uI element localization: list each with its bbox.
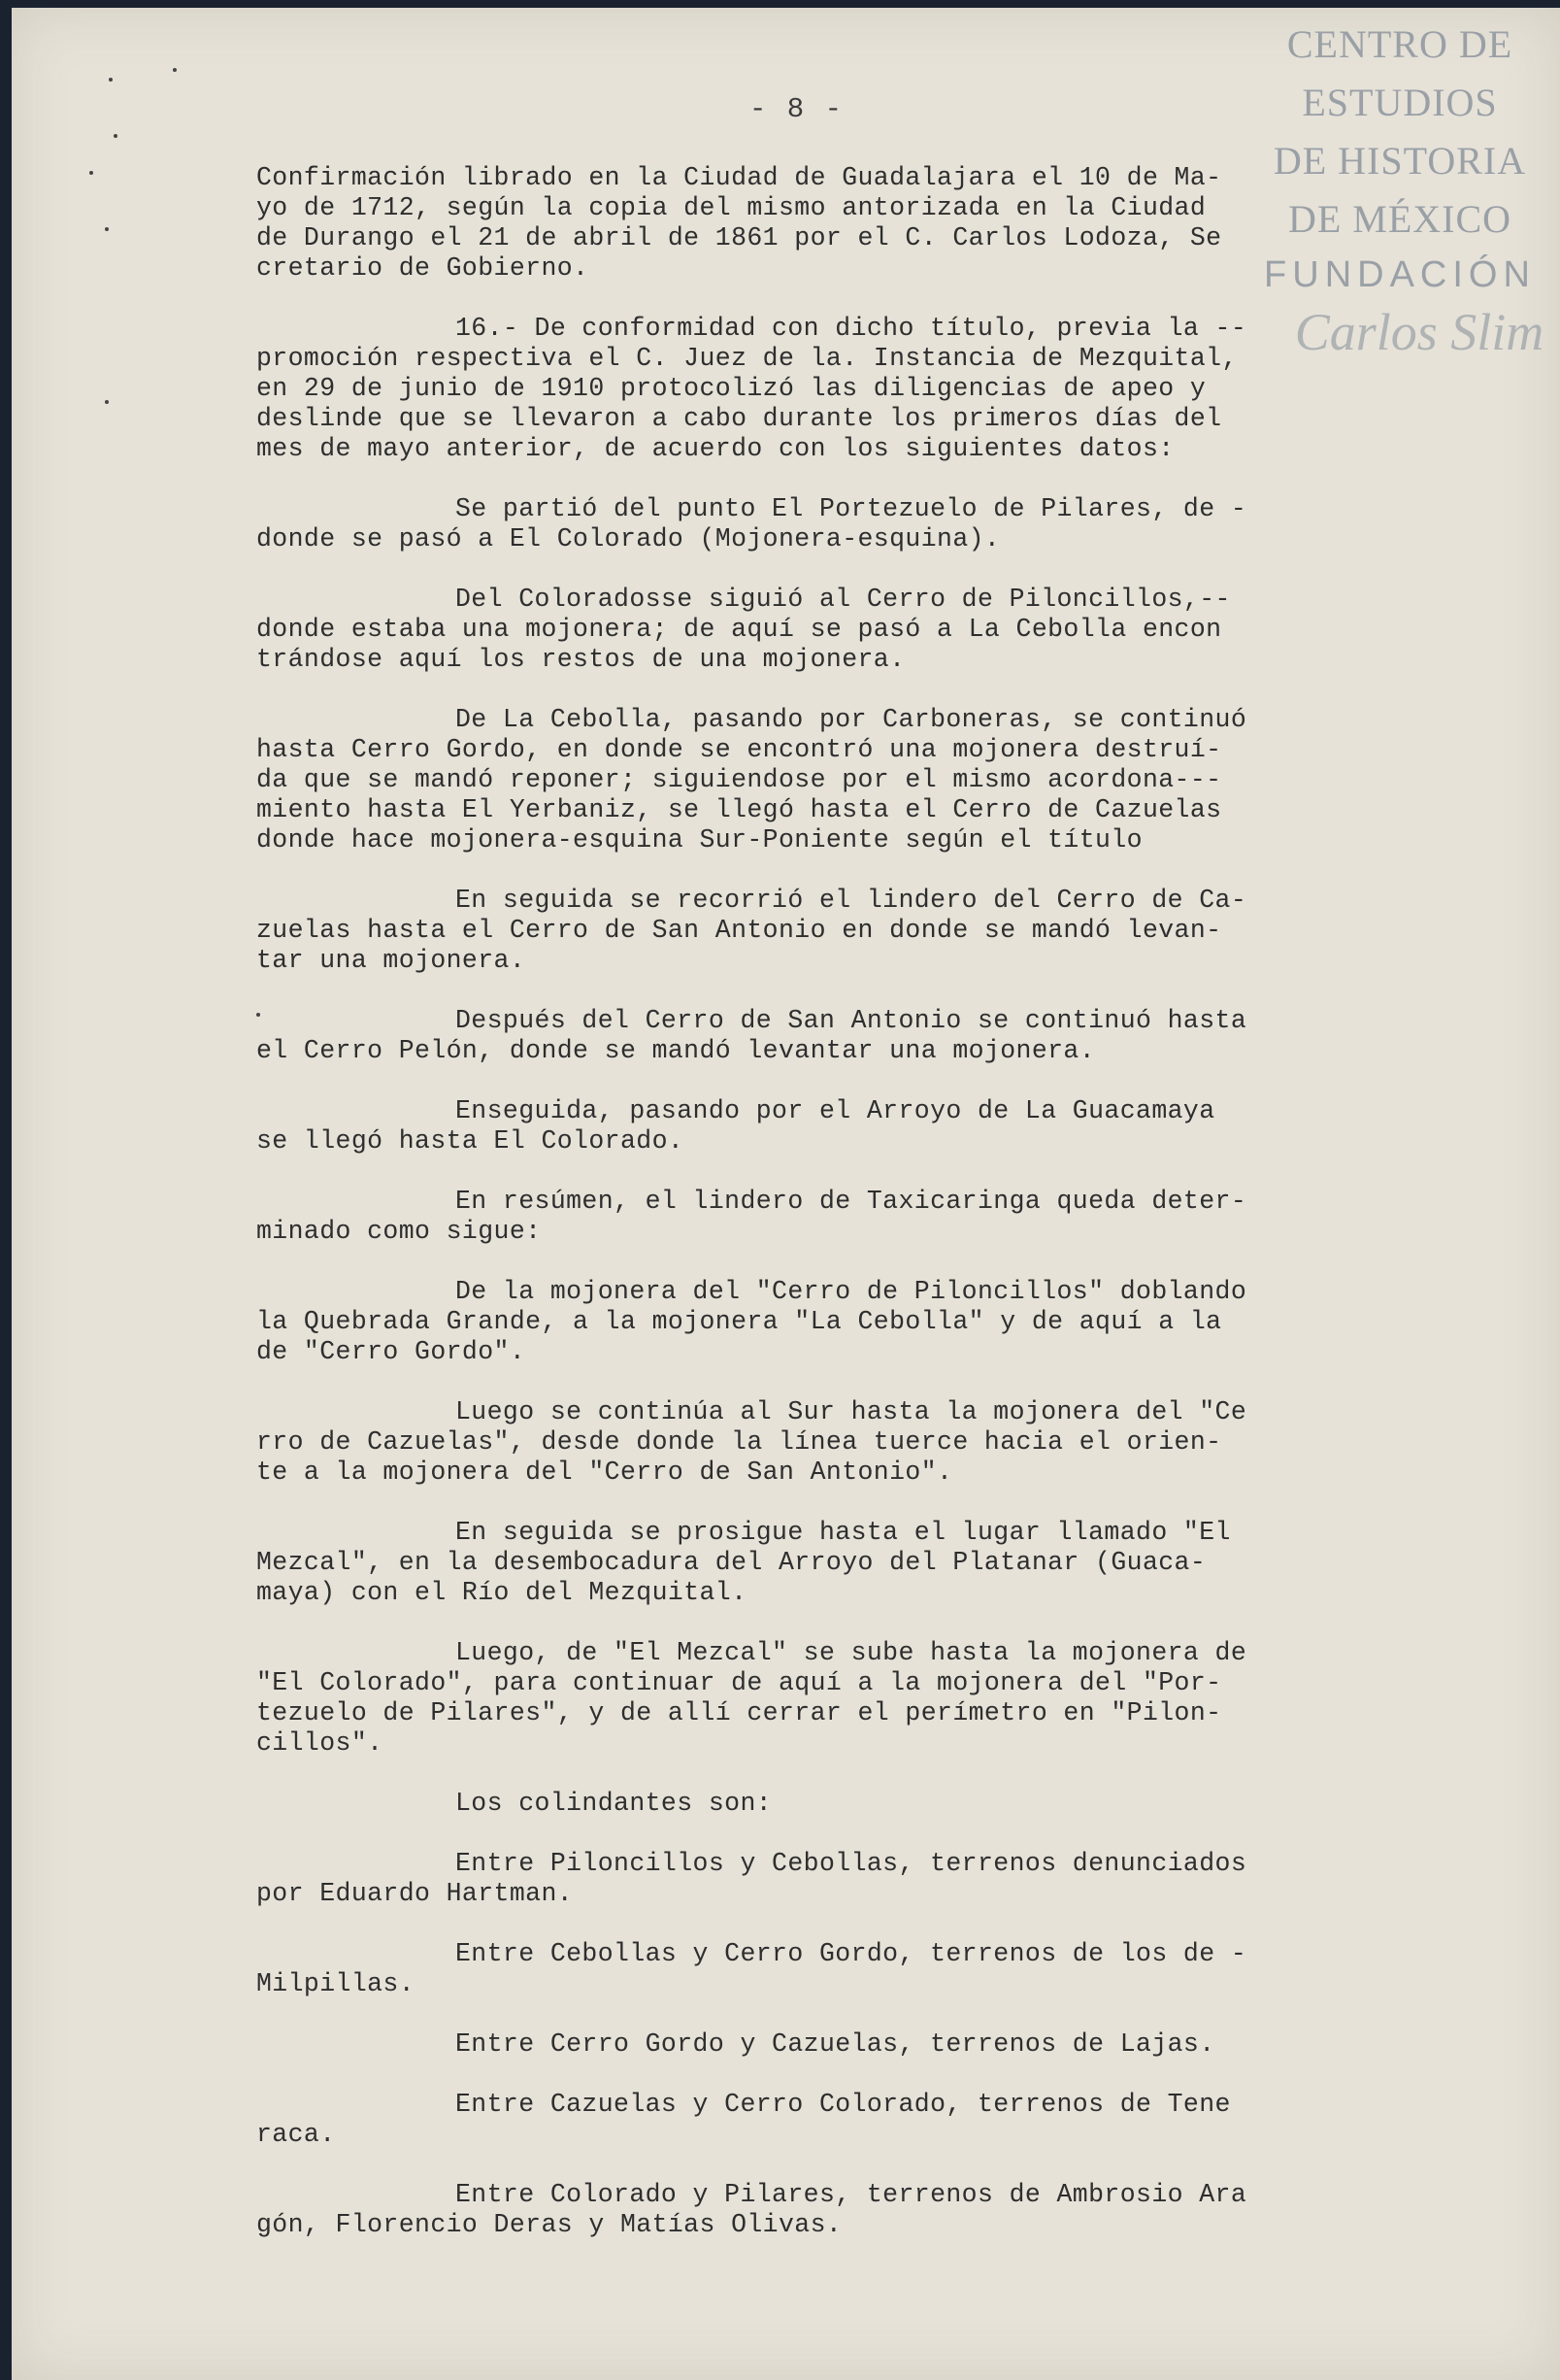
paragraph-6: En seguida se recorrió el lindero del Cerro de Ca- zuelas hasta el Cerro de San Antonio en donde se mandó levan- tar una mojonera. xyxy=(256,886,1247,975)
paragraph-10: De la mojonera del "Cerro de Piloncillos" doblando la Quebrada Grande, a la mojonera "La Cebolla" y de aquí a la de "Cerro Gordo". xyxy=(256,1277,1247,1366)
paragraph-9: En resúmen, el lindero de Taxicaringa queda deter- minado como sigue: xyxy=(256,1187,1247,1246)
paragraph-11: Luego se continúa al Sur hasta la mojonera del "Ce rro de Cazuelas", desde donde la línea tuerce hacia el orien- te a la mojonera del "Cerro de San Antonio". xyxy=(256,1397,1247,1487)
ink-speck xyxy=(256,1013,260,1017)
ink-speck xyxy=(105,227,109,231)
watermark-foundation: FUNDACIÓN xyxy=(1264,254,1536,295)
paragraph-4: Del Coloradosse siguió al Cerro de Piloncillos,-- donde estaba una mojonera; de aquí se pasó a La Cebolla encon trándose aquí los restos de una mojonera. xyxy=(256,585,1231,674)
watermark-line-1: CENTRO DE xyxy=(1286,22,1513,66)
paragraph-3: Se partió del punto El Portezuelo de Pilares, de - donde se pasó a El Colorado (Mojonera-esquina). xyxy=(256,494,1247,553)
watermark-signature: Carlos Slim xyxy=(1294,303,1544,361)
paragraph-17: Entre Cerro Gordo y Cazuelas, terrenos de Lajas. xyxy=(455,2029,1215,2059)
paragraph-18: Entre Cazuelas y Cerro Colorado, terrenos de Tene raca. xyxy=(256,2090,1231,2149)
document-body xyxy=(256,163,1382,2270)
ink-speck xyxy=(89,171,93,175)
paragraph-7: Después del Cerro de San Antonio se continuó hasta el Cerro Pelón, donde se mandó levantar una mojonera. xyxy=(256,1006,1247,1065)
paragraph-5: De La Cebolla, pasando por Carboneras, se continuó hasta Cerro Gordo, en donde se encontró una mojonera destruí- da que se mandó reponer; siguiendose por el mismo acordona--- miento hasta El Yerbaniz, se llegó hasta el Cerro de Cazuelas donde hace mojonera-esquina Sur-Poniente según el título xyxy=(256,705,1247,855)
paragraph-2: 16.- De conformidad con dicho título, previa la -- promoción respectiva el C. Juez de la. Instancia de Mezquital, en 29 de junio de 1910 protocolizó las diligencias de apeo y deslinde que se llevaron a cabo durante los primeros días del mes de mayo anterior, de acuerdo con los siguientes datos: xyxy=(256,314,1247,463)
ink-speck xyxy=(114,134,117,138)
document-page xyxy=(12,8,1560,2380)
paragraph-14: Los colindantes son: xyxy=(455,1789,773,1818)
watermark-line-3: DE HISTORIA xyxy=(1273,139,1527,183)
watermark-line-2: ESTUDIOS xyxy=(1302,81,1498,124)
page-number: - 8 - xyxy=(749,93,845,125)
ink-speck xyxy=(105,400,109,404)
paragraph-8: Enseguida, pasando por el Arroyo de La Guacamaya se llegó hasta El Colorado. xyxy=(256,1096,1215,1156)
paragraph-16: Entre Cebollas y Cerro Gordo, terrenos de los de - Milpillas. xyxy=(256,1939,1247,1998)
ink-speck xyxy=(109,78,113,82)
ink-speck xyxy=(173,68,177,72)
paragraph-12: En seguida se prosigue hasta el lugar llamado "El Mezcal", en la desembocadura del Arroyo del Platanar (Guaca- maya) con el Río del Mezquital. xyxy=(256,1518,1231,1607)
paragraph-1: Confirmación librado en la Ciudad de Guadalajara el 10 de Ma- yo de 1712, según la copia del mismo antorizada en la Ciudad de Durango el 21 de abril de 1861 por el C. Carlos Lodoza, Se cretario de Gobierno. xyxy=(256,163,1222,283)
paragraph-19: Entre Colorado y Pilares, terrenos de Ambrosio Ara gón, Florencio Deras y Matías Olivas. xyxy=(256,2180,1247,2239)
paragraph-15: Entre Piloncillos y Cebollas, terrenos denunciados por Eduardo Hartman. xyxy=(256,1849,1247,1908)
watermark-line-4: DE MÉXICO xyxy=(1287,197,1512,241)
paragraph-13: Luego, de "El Mezcal" se sube hasta la mojonera de "El Colorado", para continuar de aquí a la mojonera del "Por- tezuelo de Pilares", y de allí cerrar el perímetro en "Pilon- cillos". xyxy=(256,1638,1247,1758)
